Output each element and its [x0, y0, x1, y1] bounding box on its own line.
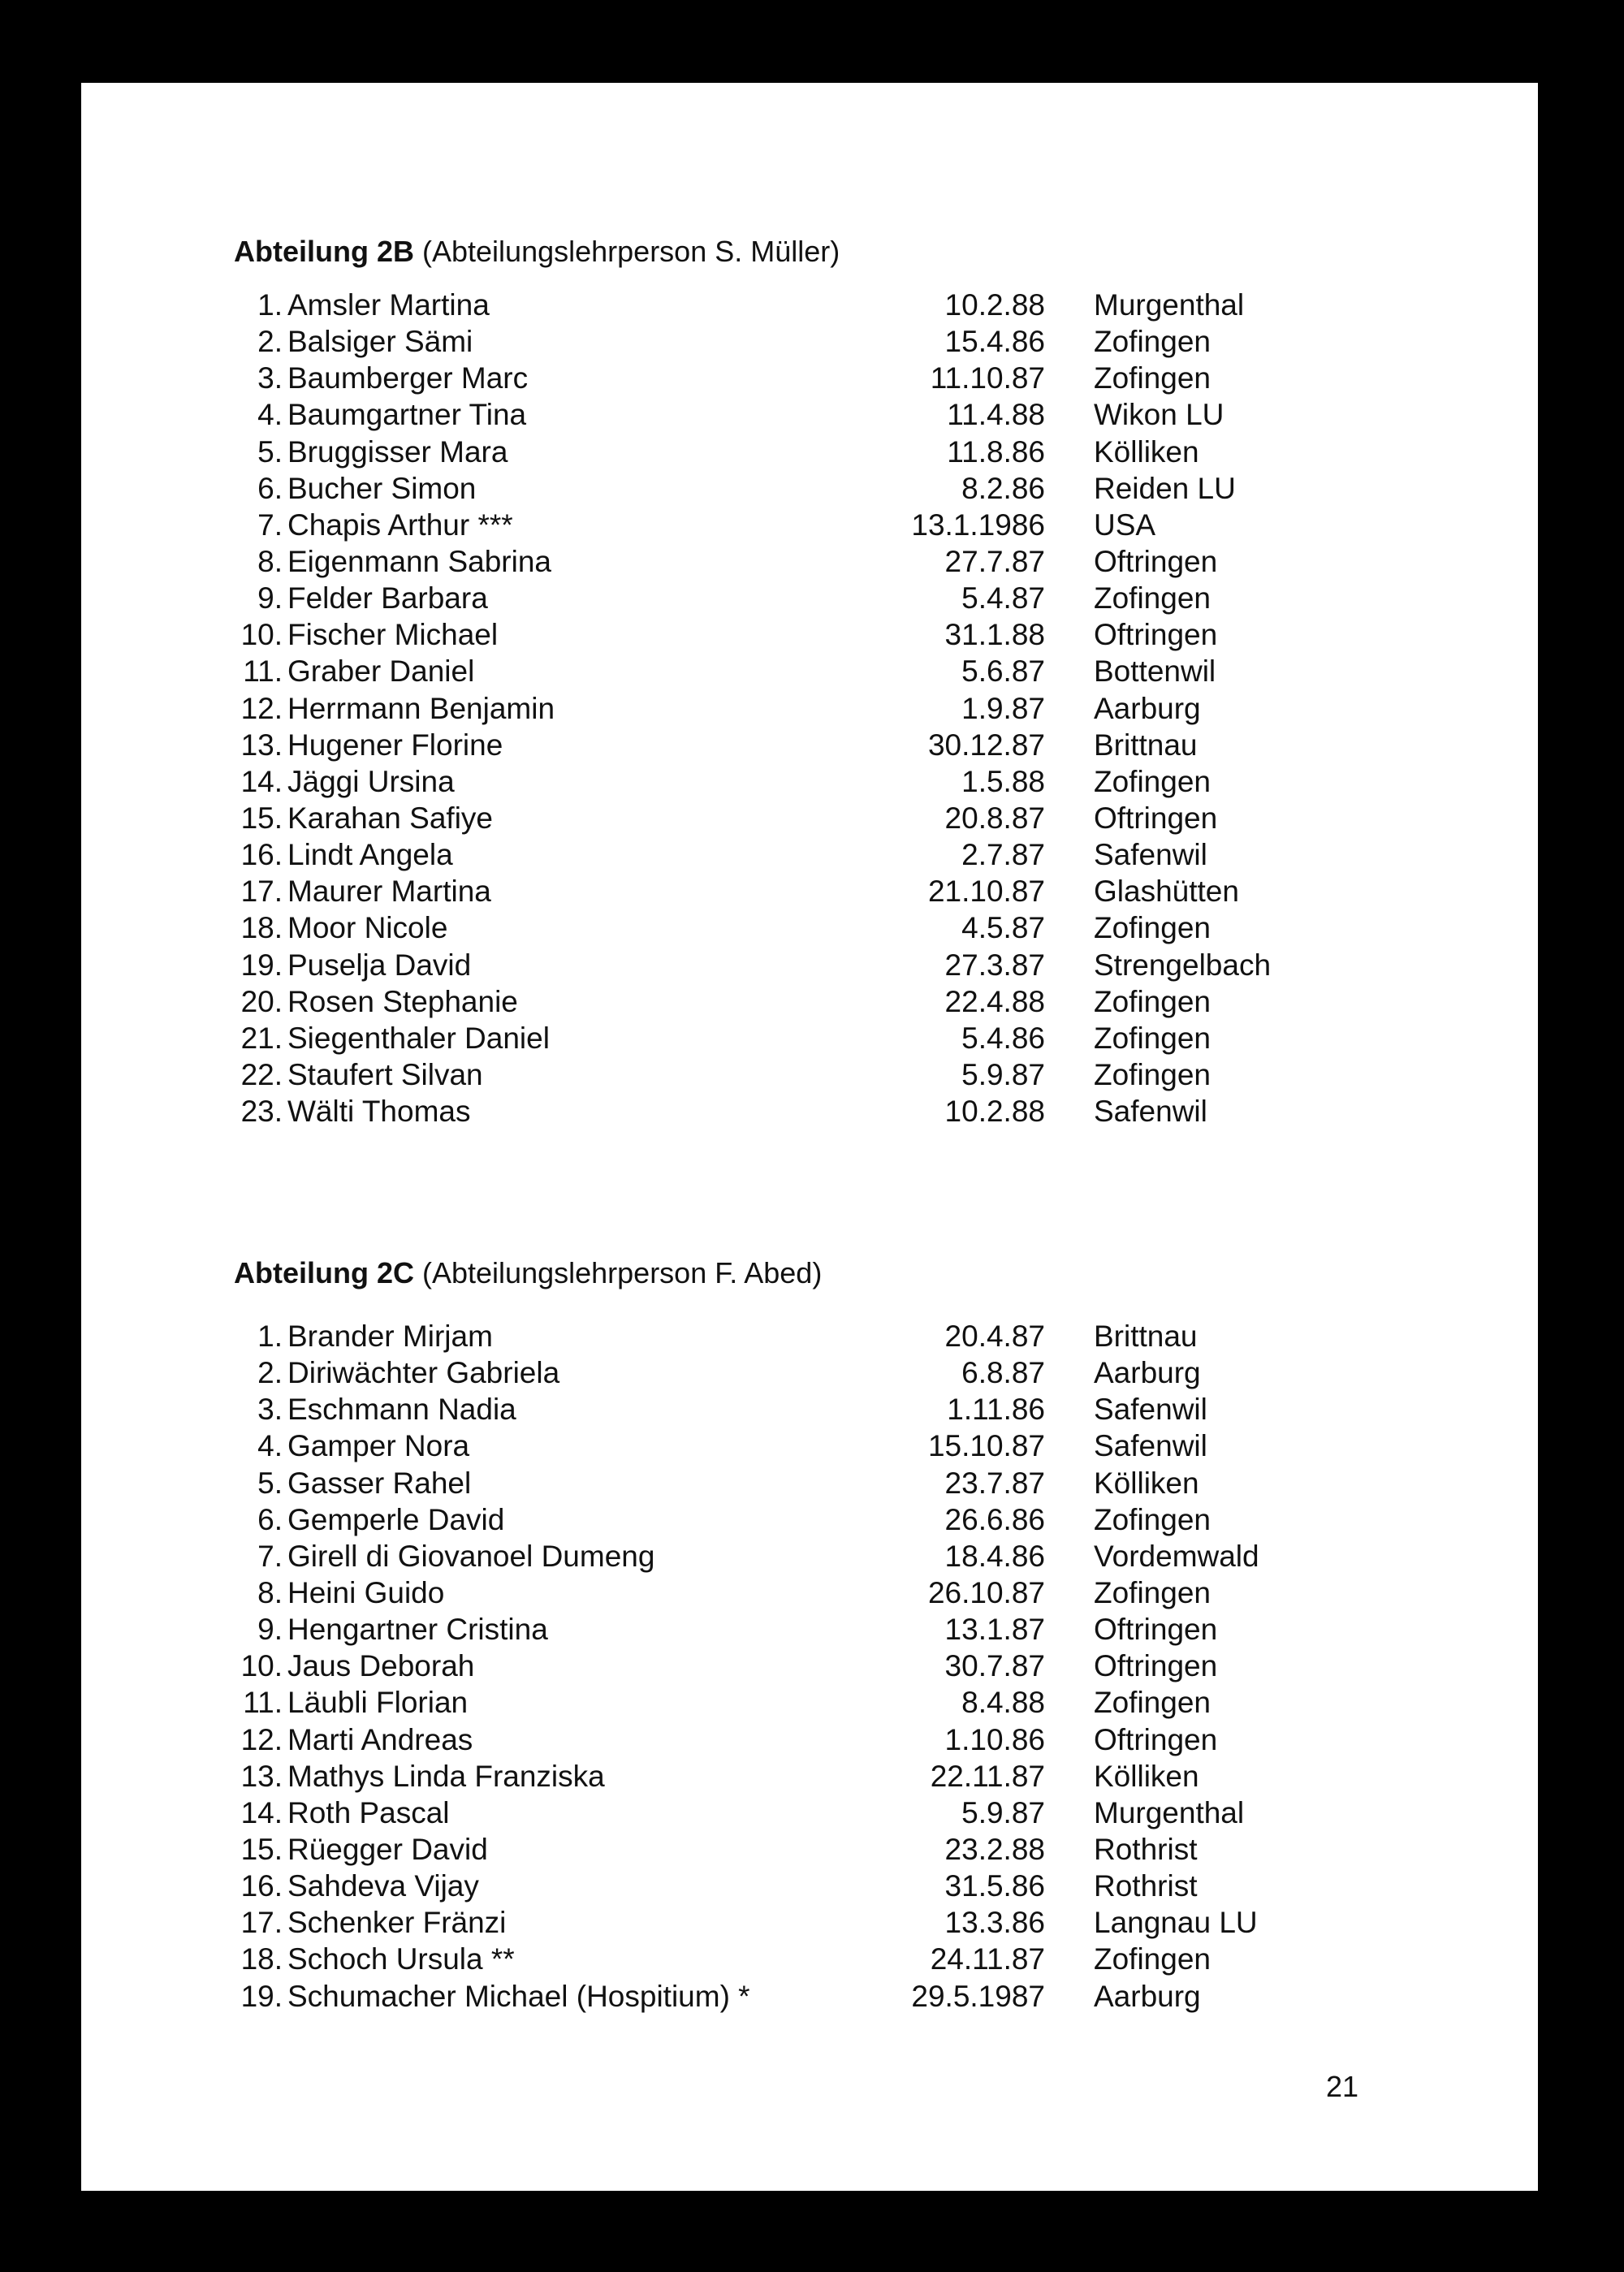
- student-number: 6.: [257, 1502, 283, 1536]
- home-town: Langnau LU: [1094, 1906, 1258, 1940]
- birth-date: 13.1.87: [944, 1613, 1045, 1647]
- birth-date: 10.2.88: [944, 288, 1045, 322]
- student-name: Rüegger David: [287, 1832, 488, 1866]
- student-number: 18.: [240, 911, 283, 945]
- home-town: Zofingen: [1094, 1021, 1211, 1055]
- student-number: 15.: [240, 801, 283, 835]
- home-town: Zofingen: [1094, 911, 1211, 945]
- home-town: Brittnau: [1094, 1320, 1198, 1353]
- student-name: Chapis Arthur ***: [287, 508, 513, 542]
- student-name: Girell di Giovanoel Dumeng: [287, 1539, 655, 1573]
- table-row: [81, 1868, 1538, 1904]
- student-number: 15.: [240, 1832, 283, 1866]
- birth-date: 27.7.87: [944, 544, 1045, 578]
- home-town: Rothrist: [1094, 1869, 1198, 1903]
- table-row: [81, 1020, 1538, 1056]
- table-row: [81, 690, 1538, 727]
- student-number: 7.: [257, 508, 283, 542]
- home-town: Zofingen: [1094, 361, 1211, 395]
- birth-date: 6.8.87: [961, 1356, 1045, 1390]
- table-row: [81, 1941, 1538, 1977]
- student-number: 3.: [257, 1393, 283, 1427]
- birth-date: 8.4.88: [961, 1686, 1045, 1720]
- table-row: [81, 543, 1538, 580]
- student-name: Eigenmann Sabrina: [287, 544, 551, 578]
- student-name: Karahan Safiye: [287, 801, 494, 835]
- home-town: Safenwil: [1094, 1095, 1207, 1129]
- student-name: Balsiger Sämi: [287, 325, 473, 359]
- table-row: [81, 653, 1538, 689]
- birth-date: 24.11.87: [930, 1942, 1045, 1976]
- student-number: 12.: [240, 691, 283, 725]
- home-town: Brittnau: [1094, 728, 1198, 762]
- student-name: Siegenthaler Daniel: [287, 1021, 550, 1055]
- student-name: Jaus Deborah: [287, 1649, 475, 1683]
- table-row: [81, 1391, 1538, 1428]
- student-number: 8.: [257, 1575, 283, 1609]
- table-row: [81, 727, 1538, 763]
- home-town: Zofingen: [1094, 325, 1211, 359]
- student-name: Hengartner Cristina: [287, 1613, 548, 1647]
- student-number: 10.: [240, 618, 283, 652]
- birth-date: 1.9.87: [961, 691, 1045, 725]
- student-name: Amsler Martina: [287, 288, 490, 322]
- birth-date: 11.10.87: [930, 361, 1045, 395]
- birth-date: 10.2.88: [944, 1095, 1045, 1129]
- home-town: Oftringen: [1094, 618, 1218, 652]
- birth-date: 5.4.86: [961, 1021, 1045, 1055]
- student-number: 7.: [257, 1539, 283, 1573]
- student-number: 23.: [240, 1095, 283, 1129]
- section-teacher: (Abteilungslehrperson F. Abed): [422, 1256, 823, 1289]
- table-row: [81, 287, 1538, 323]
- birth-date: 31.1.88: [944, 618, 1045, 652]
- table-row: [81, 1428, 1538, 1464]
- student-name: Bucher Simon: [287, 471, 477, 505]
- home-town: Zofingen: [1094, 1575, 1211, 1609]
- page-number: 21: [1326, 2070, 1359, 2103]
- student-list: [81, 287, 1538, 1130]
- table-row: [81, 1684, 1538, 1721]
- student-number: 12.: [240, 1722, 283, 1756]
- birth-date: 29.5.1987: [911, 1979, 1045, 2013]
- student-name: Staufert Silvan: [287, 1057, 483, 1091]
- student-number: 4.: [257, 398, 283, 432]
- table-row: [81, 947, 1538, 983]
- student-number: 17.: [240, 875, 283, 909]
- home-town: Zofingen: [1094, 1057, 1211, 1091]
- student-number: 8.: [257, 544, 283, 578]
- birth-date: 23.7.87: [944, 1466, 1045, 1500]
- section-heading: [234, 1255, 822, 1291]
- student-name: Gamper Nora: [287, 1429, 470, 1463]
- home-town: Rothrist: [1094, 1832, 1198, 1866]
- student-name: Baumberger Marc: [287, 361, 529, 395]
- birth-date: 1.11.86: [947, 1393, 1045, 1427]
- birth-date: 23.2.88: [944, 1832, 1045, 1866]
- section-title: Abteilung 2B: [234, 235, 414, 268]
- table-row: [81, 396, 1538, 433]
- home-town: Oftringen: [1094, 1613, 1218, 1647]
- home-town: Safenwil: [1094, 838, 1207, 872]
- table-row: [81, 1611, 1538, 1648]
- student-name: Herrmann Benjamin: [287, 691, 555, 725]
- student-name: Puselja David: [287, 948, 472, 982]
- table-row: [81, 1648, 1538, 1684]
- table-row: [81, 580, 1538, 616]
- student-number: 1.: [257, 288, 283, 322]
- table-row: [81, 873, 1538, 909]
- birth-date: 1.10.86: [944, 1722, 1045, 1756]
- table-row: [81, 909, 1538, 946]
- student-name: Roth Pascal: [287, 1795, 450, 1829]
- student-number: 6.: [257, 471, 283, 505]
- student-name: Bruggisser Mara: [287, 434, 508, 469]
- student-number: 9.: [257, 1613, 283, 1647]
- document-page: [81, 83, 1538, 2191]
- table-row: [81, 434, 1538, 470]
- birth-date: 13.3.86: [944, 1906, 1045, 1940]
- student-number: 11.: [243, 1686, 283, 1720]
- student-name: Mathys Linda Franziska: [287, 1759, 605, 1793]
- table-row: [81, 1093, 1538, 1130]
- birth-date: 5.4.87: [961, 581, 1045, 616]
- home-town: Aarburg: [1094, 1356, 1201, 1390]
- student-name: Lindt Angela: [287, 838, 453, 872]
- table-row: [81, 1574, 1538, 1611]
- section-title: Abteilung 2C: [234, 1256, 414, 1289]
- student-name: Felder Barbara: [287, 581, 488, 616]
- home-town: Wikon LU: [1094, 398, 1224, 432]
- student-name: Diriwächter Gabriela: [287, 1356, 560, 1390]
- table-row: [81, 1354, 1538, 1391]
- student-name: Hugener Florine: [287, 728, 503, 762]
- table-row: [81, 616, 1538, 653]
- birth-date: 2.7.87: [961, 838, 1045, 872]
- student-name: Wälti Thomas: [287, 1095, 471, 1129]
- student-name: Eschmann Nadia: [287, 1393, 516, 1427]
- student-number: 21.: [240, 1021, 283, 1055]
- table-row: [81, 800, 1538, 836]
- home-town: Kölliken: [1094, 434, 1199, 469]
- birth-date: 5.6.87: [961, 654, 1045, 689]
- section-teacher: (Abteilungslehrperson S. Müller): [422, 235, 840, 268]
- section-heading: [234, 234, 840, 270]
- table-row: [81, 1795, 1538, 1831]
- student-number: 9.: [257, 581, 283, 616]
- birth-date: 30.7.87: [944, 1649, 1045, 1683]
- student-number: 14.: [240, 764, 283, 798]
- student-name: Baumgartner Tina: [287, 398, 527, 432]
- home-town: Zofingen: [1094, 1942, 1211, 1976]
- student-number: 2.: [257, 1356, 283, 1390]
- home-town: Oftringen: [1094, 1649, 1218, 1683]
- birth-date: 5.9.87: [961, 1057, 1045, 1091]
- student-number: 4.: [257, 1429, 283, 1463]
- table-row: [81, 1904, 1538, 1941]
- student-number: 18.: [240, 1942, 283, 1976]
- student-number: 19.: [240, 1979, 283, 2013]
- student-number: 13.: [240, 1759, 283, 1793]
- home-town: Murgenthal: [1094, 288, 1245, 322]
- table-row: [81, 1978, 1538, 2015]
- table-row: [81, 470, 1538, 507]
- student-number: 20.: [240, 984, 283, 1018]
- student-name: Marti Andreas: [287, 1722, 473, 1756]
- birth-date: 11.8.86: [947, 434, 1045, 469]
- home-town: Oftringen: [1094, 801, 1218, 835]
- student-number: 14.: [240, 1795, 283, 1829]
- home-town: Zofingen: [1094, 1686, 1211, 1720]
- home-town: Aarburg: [1094, 1979, 1201, 2013]
- home-town: Glashütten: [1094, 875, 1239, 909]
- table-row: [81, 323, 1538, 360]
- home-town: Zofingen: [1094, 764, 1211, 798]
- home-town: Vordemwald: [1094, 1539, 1259, 1573]
- birth-date: 15.4.86: [944, 325, 1045, 359]
- home-town: Zofingen: [1094, 984, 1211, 1018]
- birth-date: 18.4.86: [944, 1539, 1045, 1573]
- student-name: Schoch Ursula **: [287, 1942, 515, 1976]
- student-number: 13.: [240, 728, 283, 762]
- table-row: [81, 1721, 1538, 1758]
- student-number: 17.: [240, 1906, 283, 1940]
- student-number: 1.: [257, 1320, 283, 1353]
- student-number: 3.: [257, 361, 283, 395]
- student-name: Schumacher Michael (Hospitium) *: [287, 1979, 750, 2013]
- home-town: USA: [1094, 508, 1156, 542]
- student-name: Gemperle David: [287, 1502, 505, 1536]
- student-number: 22.: [240, 1057, 283, 1091]
- student-number: 2.: [257, 325, 283, 359]
- birth-date: 20.8.87: [944, 801, 1045, 835]
- home-town: Zofingen: [1094, 1502, 1211, 1536]
- student-number: 16.: [240, 838, 283, 872]
- table-row: [81, 1831, 1538, 1868]
- birth-date: 30.12.87: [927, 728, 1045, 762]
- home-town: Bottenwil: [1094, 654, 1216, 689]
- home-town: Murgenthal: [1094, 1795, 1245, 1829]
- table-row: [81, 1318, 1538, 1354]
- home-town: Kölliken: [1094, 1759, 1199, 1793]
- table-row: [81, 1758, 1538, 1795]
- birth-date: 31.5.86: [944, 1869, 1045, 1903]
- table-row: [81, 983, 1538, 1020]
- table-row: [81, 763, 1538, 800]
- student-number: 19.: [240, 948, 283, 982]
- birth-date: 8.2.86: [961, 471, 1045, 505]
- student-name: Moor Nicole: [287, 911, 448, 945]
- student-name: Jäggi Ursina: [287, 764, 455, 798]
- student-name: Schenker Fränzi: [287, 1906, 507, 1940]
- table-row: [81, 836, 1538, 873]
- table-row: [81, 1056, 1538, 1093]
- table-row: [81, 1465, 1538, 1501]
- student-name: Fischer Michael: [287, 618, 499, 652]
- student-number: 11.: [243, 654, 283, 689]
- birth-date: 13.1.1986: [911, 508, 1045, 542]
- birth-date: 20.4.87: [944, 1320, 1045, 1353]
- birth-date: 11.4.88: [947, 398, 1045, 432]
- home-town: Zofingen: [1094, 581, 1211, 616]
- home-town: Safenwil: [1094, 1429, 1207, 1463]
- student-number: 16.: [240, 1869, 283, 1903]
- home-town: Reiden LU: [1094, 471, 1236, 505]
- student-name: Sahdeva Vijay: [287, 1869, 479, 1903]
- birth-date: 21.10.87: [927, 875, 1045, 909]
- table-row: [81, 507, 1538, 543]
- birth-date: 26.10.87: [927, 1575, 1045, 1609]
- birth-date: 5.9.87: [961, 1795, 1045, 1829]
- student-name: Brander Mirjam: [287, 1320, 493, 1353]
- home-town: Aarburg: [1094, 691, 1201, 725]
- home-town: Strengelbach: [1094, 948, 1272, 982]
- birth-date: 15.10.87: [927, 1429, 1045, 1463]
- birth-date: 22.4.88: [944, 984, 1045, 1018]
- table-row: [81, 1501, 1538, 1538]
- home-town: Oftringen: [1094, 1722, 1218, 1756]
- student-number: 5.: [257, 434, 283, 469]
- student-name: Maurer Martina: [287, 875, 491, 909]
- birth-date: 1.5.88: [961, 764, 1045, 798]
- student-name: Heini Guido: [287, 1575, 445, 1609]
- student-name: Gasser Rahel: [287, 1466, 472, 1500]
- student-name: Graber Daniel: [287, 654, 475, 689]
- student-list: [81, 1318, 1538, 2015]
- birth-date: 22.11.87: [930, 1759, 1045, 1793]
- student-name: Rosen Stephanie: [287, 984, 518, 1018]
- home-town: Oftringen: [1094, 544, 1218, 578]
- student-number: 5.: [257, 1466, 283, 1500]
- student-name: Läubli Florian: [287, 1686, 469, 1720]
- birth-date: 26.6.86: [944, 1502, 1045, 1536]
- table-row: [81, 1538, 1538, 1574]
- student-number: 10.: [240, 1649, 283, 1683]
- table-row: [81, 360, 1538, 396]
- home-town: Safenwil: [1094, 1393, 1207, 1427]
- home-town: Kölliken: [1094, 1466, 1199, 1500]
- birth-date: 4.5.87: [961, 911, 1045, 945]
- birth-date: 27.3.87: [944, 948, 1045, 982]
